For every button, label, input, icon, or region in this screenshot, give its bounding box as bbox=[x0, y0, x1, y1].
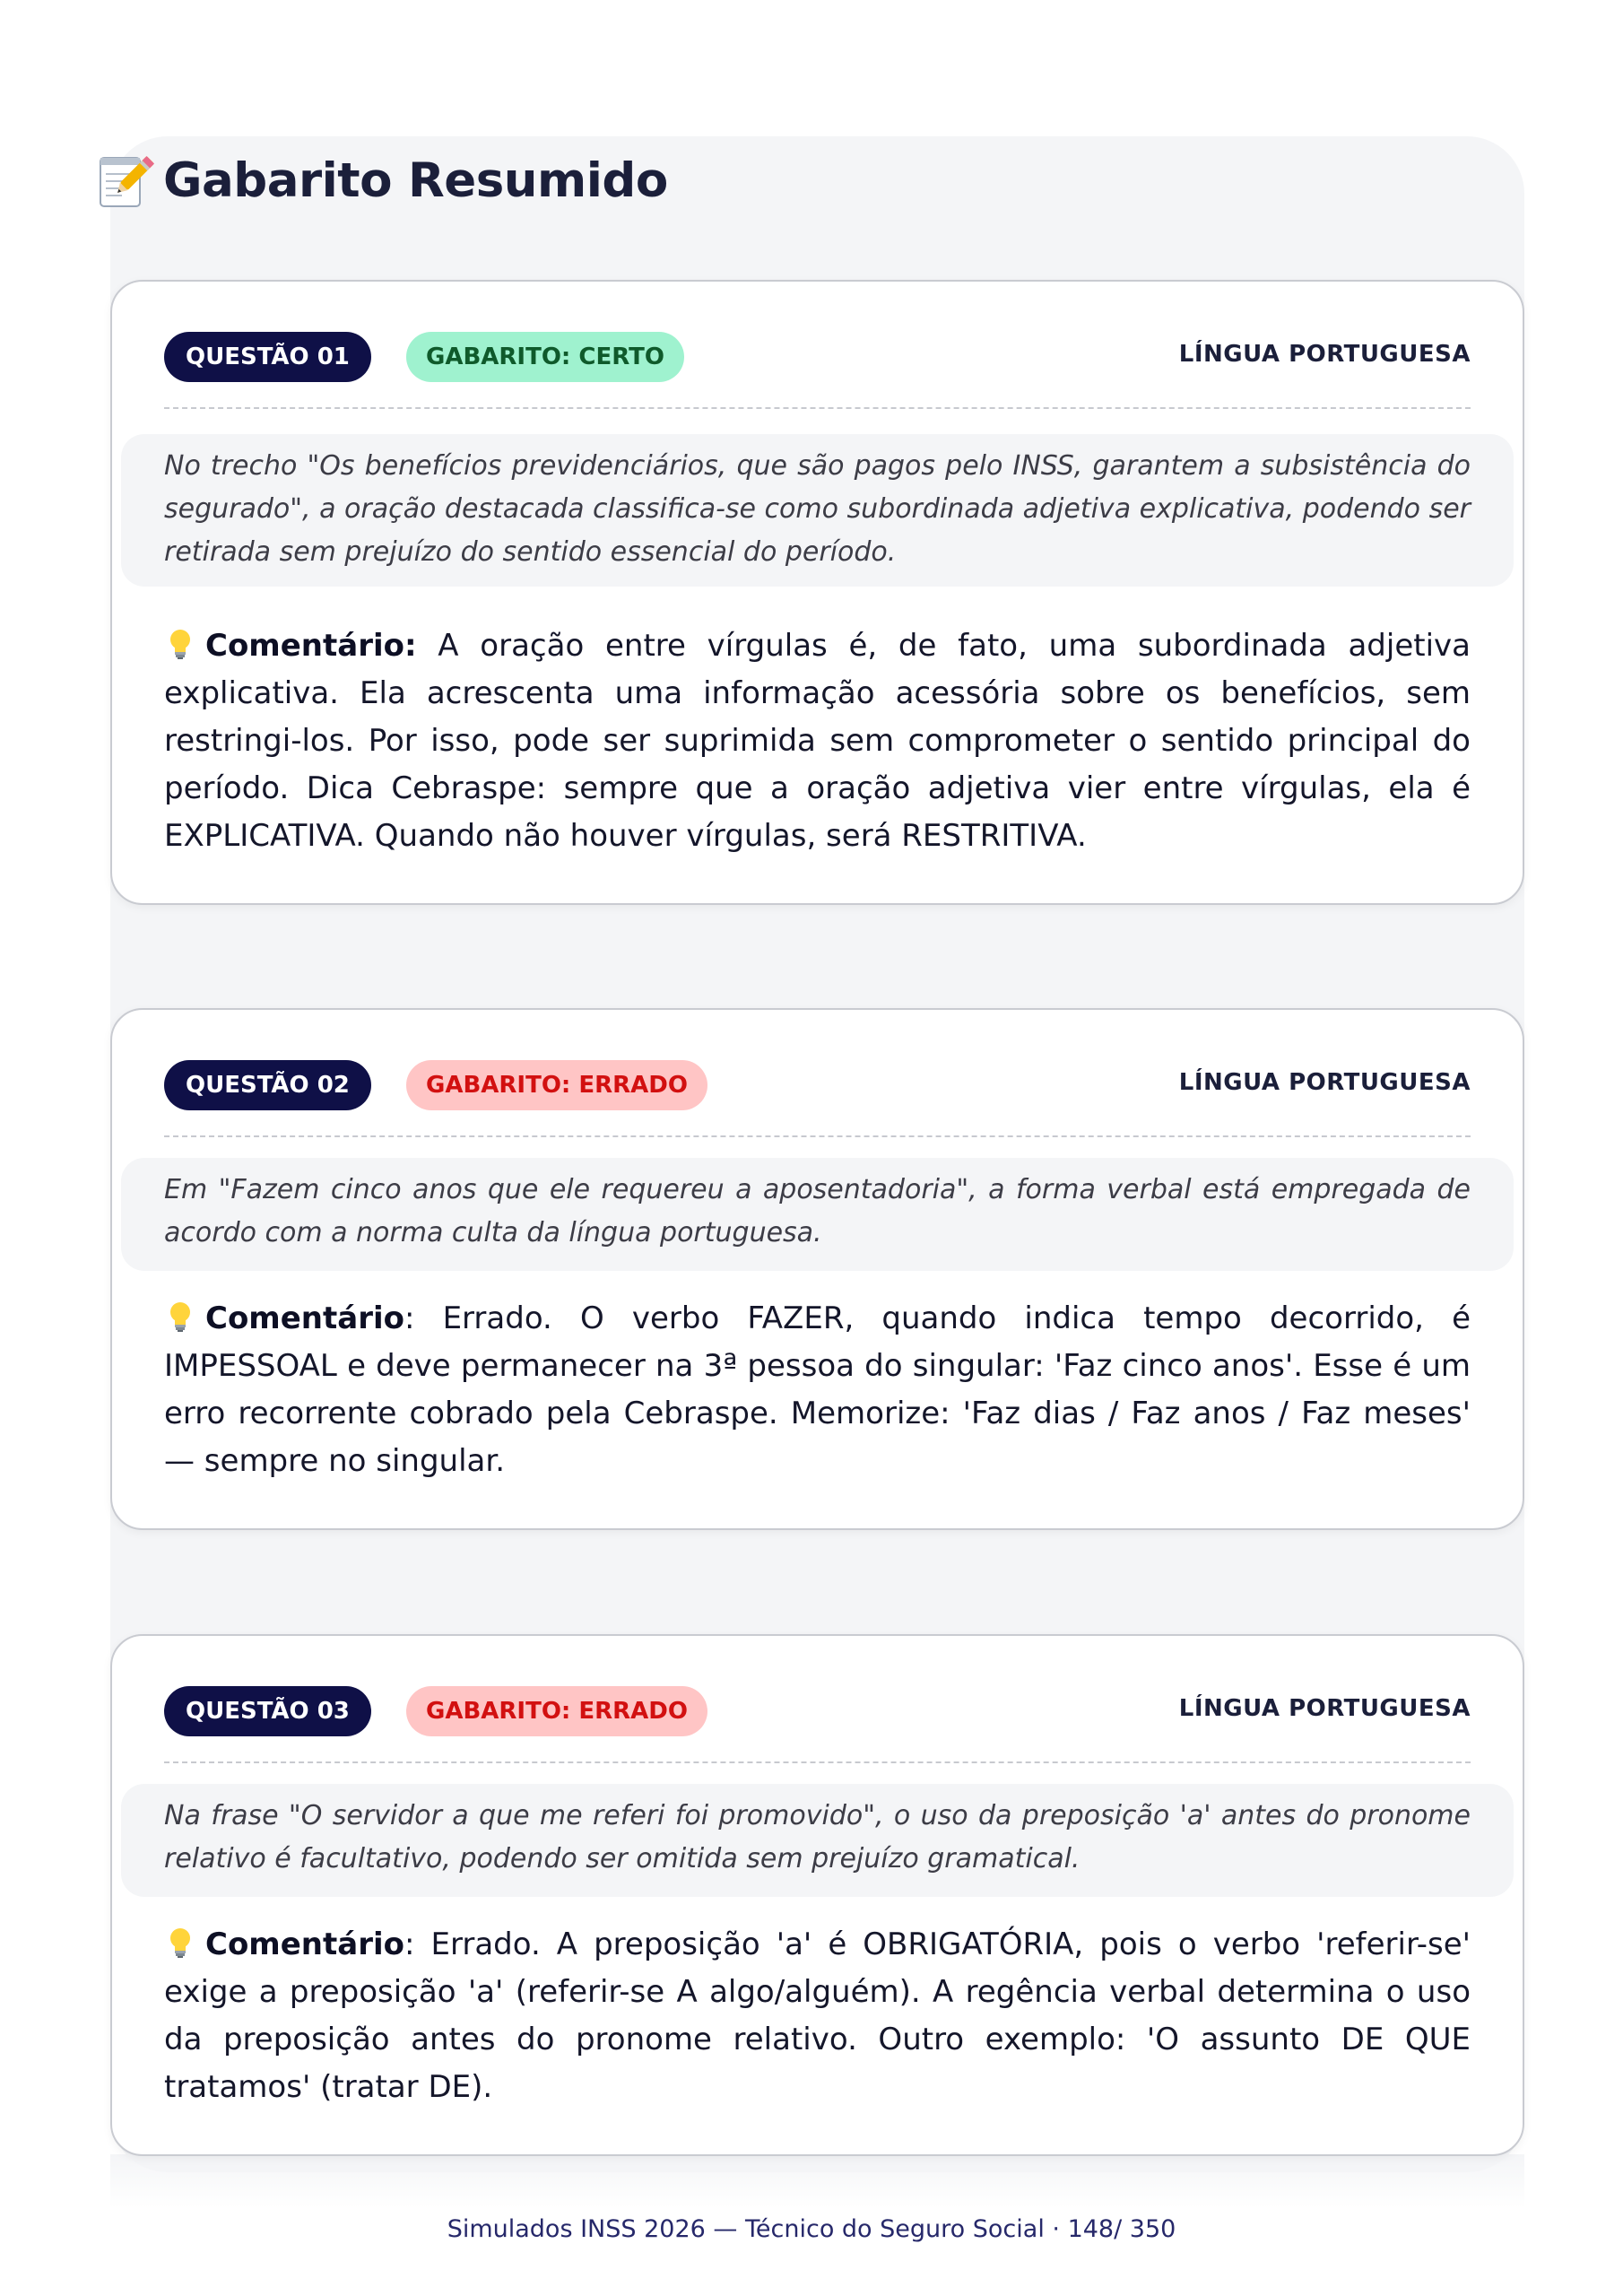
comment-block bbox=[164, 1921, 1471, 2111]
comment-label: Comentário bbox=[205, 1926, 404, 1962]
memo-icon bbox=[97, 151, 160, 210]
comment-block bbox=[164, 1295, 1471, 1485]
subject-label: LÍNGUA PORTUGUESA bbox=[1178, 341, 1471, 368]
dashed-divider bbox=[164, 1761, 1471, 1763]
comment-block bbox=[164, 622, 1471, 860]
lightbulb-icon bbox=[164, 627, 196, 661]
subject-label: LÍNGUA PORTUGUESA bbox=[1178, 1695, 1471, 1722]
title-row bbox=[97, 151, 668, 210]
card-header bbox=[164, 328, 1471, 386]
page-title: Gabarito Resumido bbox=[163, 152, 668, 208]
question-statement: No trecho "Os benefícios previdenciários, que são pagos pelo INSS, garantem a subsistência do segurado", a oração destacada classifica-se como subordinada adjetiva explicativa, podendo ser retirada sem prejuízo do sentido essencial do período. bbox=[121, 434, 1514, 587]
comment-label: Comentário: bbox=[205, 628, 417, 664]
question-statement: Em "Fazem cinco anos que ele requereu a aposentadoria", a forma verbal está empregada de acordo com a norma culta da língua portuguesa. bbox=[121, 1158, 1514, 1271]
question-card-02 bbox=[110, 1008, 1524, 1530]
comment-text: A oração entre vírgulas é, de fato, uma subordinada adjetiva explicativa. Ela acrescenta uma informação acessória sobre os benefícios, sem restringi-los. Por isso, pode ser suprimida sem comprometer o sentido principal do período. Dica Cebraspe: sempre que a oração adjetiva vier entre vírgulas, ela é EXPLICATIVA. Quando não houver vírgulas, será RESTRITIVA. bbox=[164, 628, 1471, 854]
dashed-divider bbox=[164, 1135, 1471, 1137]
question-number-badge: QUESTÃO 01 bbox=[164, 332, 371, 382]
card-header bbox=[164, 1683, 1471, 1740]
question-card-03 bbox=[110, 1634, 1524, 2156]
comment-text: : Errado. O verbo FAZER, quando indica tempo decorrido, é IMPESSOAL e deve permanecer na 3ª pessoa do singular: 'Faz cinco anos'. Esse é um erro recorrente cobrado pela Cebraspe. Memorize: 'Faz dias / Faz anos / Faz meses' — sempre no singular. bbox=[164, 1300, 1471, 1479]
answer-badge: GABARITO: ERRADO bbox=[406, 1060, 707, 1110]
card-header bbox=[164, 1057, 1471, 1114]
answer-badge: GABARITO: CERTO bbox=[406, 332, 684, 382]
dashed-divider bbox=[164, 407, 1471, 409]
comment-label: Comentário bbox=[205, 1300, 404, 1336]
question-number-badge: QUESTÃO 02 bbox=[164, 1060, 371, 1110]
subject-label: LÍNGUA PORTUGUESA bbox=[1178, 1069, 1471, 1096]
answer-badge: GABARITO: ERRADO bbox=[406, 1686, 707, 1736]
lightbulb-icon bbox=[164, 1300, 196, 1334]
lightbulb-icon bbox=[164, 1926, 196, 1960]
page-footer: Simulados INSS 2026 — Técnico do Seguro Social · 148/ 350 bbox=[447, 2215, 1176, 2243]
question-card-01 bbox=[110, 280, 1524, 905]
question-statement: Na frase "O servidor a que me referi foi promovido", o uso da preposição 'a' antes do pronome relativo é facultativo, podendo ser omitida sem prejuízo gramatical. bbox=[121, 1784, 1514, 1897]
comment-text: : Errado. A preposição 'a' é OBRIGATÓRIA, pois o verbo 'referir-se' exige a preposição 'a' (referir-se A algo/alguém). A regência verbal determina o uso da preposição antes do pronome relativo. Outro exemplo: 'O assunto DE QUE tratamos' (tratar DE). bbox=[164, 1926, 1471, 2105]
question-number-badge: QUESTÃO 03 bbox=[164, 1686, 371, 1736]
